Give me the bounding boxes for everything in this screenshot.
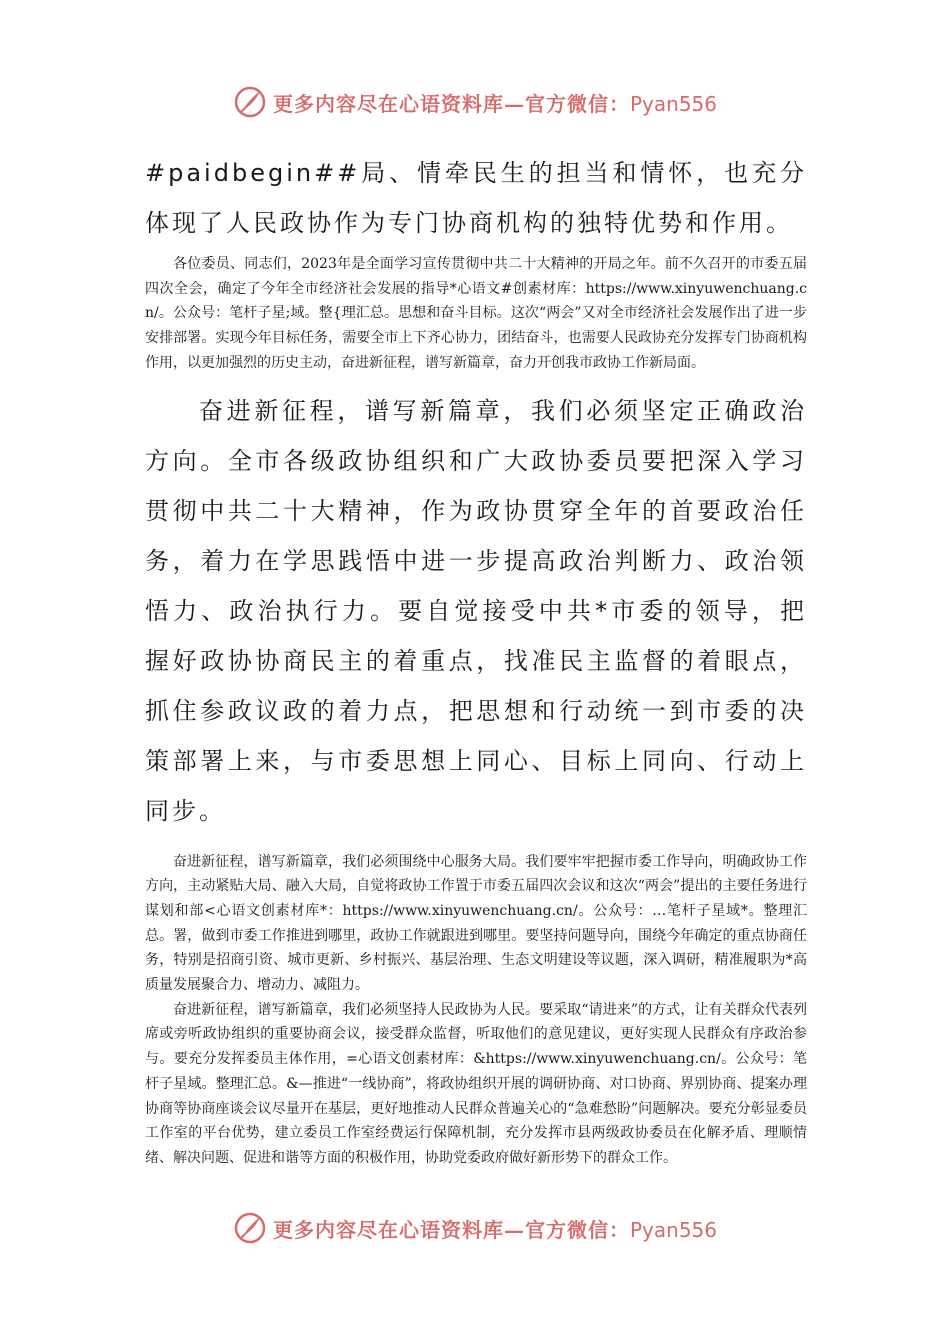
watermark-text [273, 1214, 717, 1243]
watermark-label: 更多内容尽在心语资料库—官方微信： [272, 91, 630, 116]
document-body [145, 148, 807, 1171]
paragraph-5: 奋进新征程，谱写新篇章，我们必须坚持人民政协为人民。要采取“请进来”的方式，让有关群众代表列席或旁听政协组织的重要协商会议，接受群众监督，听取他们的意见建议，更好实现人民群众有序政治参与。要充分发挥委员主体作用，=心语文创素材库：&https://www.xinyuwenchuang.cn/。公众号：笔杆子星域。整理汇总。&—推进“一线协商”，将政协组织开展的调研协商、对口协商、界别协商、提案办理协商等协商座谈会议尽量开在基层，更好地推动人民群众普遍关心的“急难愁盼”问题解决。要充分彰显委员工作室的平台优势，建立委员工作室经费运行保障机制，充分发挥市县两级政协委员在化解矛盾、理顺情绪、解决问题、促进和谐等方面的积极作用，协助党委政府做好新形势下的群众工作。 [145, 1001, 807, 1166]
pen-feather-logo-icon [233, 1211, 267, 1245]
footer-watermark [0, 1208, 950, 1248]
pen-feather-logo-icon [233, 85, 267, 119]
paragraph-1: #paidbegin##局、情牵民生的担当和情怀，也充分体现了人民政协作为专门协商机构的独特优势和作用。 [145, 159, 807, 237]
watermark-label: 更多内容尽在心语资料库—官方微信： [272, 1217, 630, 1242]
watermark-handle: Pyan556 [629, 1217, 717, 1242]
paragraph-2: 各位委员、同志们，2023年是全面学习宣传贯彻中共二十大精神的开局之年。前不久召开的市委五届四次全会，确定了今年全市经济社会发展的指导*心语文#创素材库：https://www.xinyuwenchuang.cn/。公众号：笔杆子星;域。整{理汇总。思想和奋斗目标。这次“两会”又对全市经济社会发展作出了进一步安排部署。实现今年目标任务，需要全市上下齐心协力，团结奋斗，也需要人民政协充分发挥专门协商机构作用，以更加强烈的历史主动，奋进新征程，谱写新篇章，奋力开创我市政协工作新局面。 [145, 256, 807, 371]
watermark-text [273, 88, 717, 117]
watermark-handle: Pyan556 [629, 91, 717, 116]
paragraph-4: 奋进新征程，谱写新篇章，我们必须围绕中心服务大局。我们要牢牢把握市委工作导向，明确政协工作方向，主动紧贴大局、融入大局，自觉将政协工作置于市委五届四次会议和这次“两会”提出的主要任务进行谋划和部<心语文创素材库*：https://www.xinyuwenchuang.cn/。公众号：…笔杆子星域*。整理汇总。署，做到市委工作推进到哪里，政协工作就跟进到哪里。要坚持问题导向，围绕今年确定的重点协商任务，特别是招商引资、城市更新、乡村振兴、基层治理、生态文明建设等议题，深入调研，精准履职为*高质量发展聚合力、增动力、减阻力。 [145, 853, 807, 994]
header-watermark [0, 82, 950, 122]
paragraph-3: 奋进新征程，谱写新篇章，我们必须坚定正确政治方向。全市各级政协组织和广大政协委员要把深入学习贯彻中共二十大精神，作为政协贯穿全年的首要政治任务，着力在学思践悟中进一步提高政治判断力、政治领悟力、政治执行力。要自觉接受中共*市委的领导，把握好政协协商民主的着重点，找准民主监督的着眼点，抓住参政议政的着力点，把思想和行动统一到市委的决策部署上来，与市委思想上同心、目标上同向、行动上同步。 [145, 396, 807, 825]
